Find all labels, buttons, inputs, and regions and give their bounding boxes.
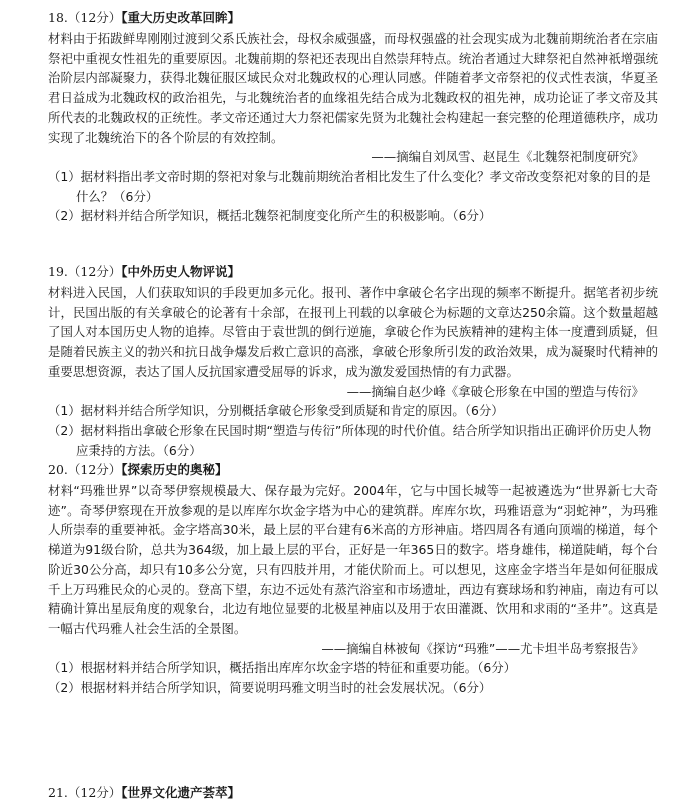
question-20-heading <box>48 462 658 478</box>
question-19-sub-2: （2）据材料指出拿破仑形象在民国时期“塑造与传衍”所体现的时代价值。结合所学知识指出正确评价历史人物应秉持的方法。（6分） <box>48 422 652 458</box>
question-19 <box>48 264 658 460</box>
question-19-sub-1: （1）据材料并结合所学知识，分别概括拿破仑形象受到质疑和肯定的原因。（6分） <box>48 403 504 419</box>
question-tag: 【世界文化遗产荟萃】 <box>121 785 241 800</box>
question-18-sub-1: （1）据材料指出孝文帝时期的祭祀对象与北魏前期统治者相比发生了什么变化？孝文帝改变祭祀对象的目的是什么？（6分） <box>48 168 651 204</box>
question-19-heading <box>48 264 658 280</box>
question-number: 21.（12分） <box>48 785 122 800</box>
question-tag: 【探索历史的奥秘】 <box>121 462 228 477</box>
question-20 <box>48 462 658 698</box>
question-20-sub-2: （2）根据材料并结合所学知识，简要说明玛雅文明当时的社会发展状况。（6分） <box>48 680 492 696</box>
question-18-material: 材料由于拓跋鲜卑刚刚过渡到父系氏族社会，母权余威强盛，而母权强盛的社会现实成为北魏前期统治者在宗庙祭祀中重视女性祖先的重要原因。北魏前期的祭祀还表现出自然崇拜特点。统治者通过大肆祭祀自然神祇增强统治阶层内部凝聚力，获得北魏征服区域民众对北魏政权的心理认同感。伴随着孝文帝祭祀的仪式性表演，华夏圣君日益成为北魏政权的政治祖先，与北魏统治者的血缘祖先结合成为北魏政权的祖先神，成功论证了孝文帝及其所代表的北魏政权的正统性。孝文帝还通过大力祭祀儒家先贤为北魏社会构建起一套完整的伦理道德秩序，成功实现了北魏统治下的各个阶层的有效控制。 <box>48 31 658 145</box>
question-18-sub-2: （2）据材料并结合所学知识，概括北魏祭祀制度变化所产生的积极影响。（6分） <box>48 208 492 224</box>
question-20-citation: ——摘编自林被甸《探访“玛雅”——尤卡坦半岛考察报告》 <box>321 640 644 656</box>
question-21-heading <box>48 785 658 801</box>
question-21 <box>48 785 658 801</box>
question-20-sub-1: （1）根据材料并结合所学知识，概括指出库库尔坎金字塔的特征和重要功能。（6分） <box>48 660 517 676</box>
question-number: 19.（12分） <box>48 264 122 279</box>
question-tag: 【中外历史人物评说】 <box>121 264 241 279</box>
question-20-material: 材料“玛雅世界”以奇琴伊察规模最大、保存最为完好。2004年，它与中国长城等一起被遴选为“世界新七大奇迹”。奇琴伊察现在开放参观的是以库库尔坎金字塔为中心的建筑群。库库尔坎，玛雅语意为“羽蛇神”，为玛雅人所崇奉的重要神祇。金字塔高30米，最上层的平台建有6米高的方形神庙。塔四周各有通向顶端的梯道，每个梯道为91级台阶，总共为364级，加上最上层的平台，正好是一年365日的数字。塔身雄伟，梯道陡峭，每个台阶近30公分高，却只有10多公分宽，只有四肢并用，才能伏阶而上。可以想见，这座金字塔当年是如何征服成千上万玛雅民众的心灵的。登高下望，东边不远处有蒸汽浴室和市场遗址，西边有赛球场和豹神庙，南边有可以精确计算出星辰角度的观象台，北边有地位显要的北极星神庙以及用于农田灌溉、饮用和求雨的“圣井”。这真是一幅古代玛雅人社会生活的全景图。 <box>48 483 658 636</box>
question-18-citation: ——摘编自刘凤雪、赵昆生《北魏祭祀制度研究》 <box>371 149 644 165</box>
question-tag: 【重大历史改革回眸】 <box>121 10 241 25</box>
question-number: 18.（12分） <box>48 10 122 25</box>
question-18-heading <box>48 10 658 26</box>
question-number: 20.（12分） <box>48 462 122 477</box>
question-19-citation: ——摘编自赵少峰《拿破仑形象在中国的塑造与传衍》 <box>346 383 644 399</box>
question-19-material: 材料进入民国，人们获取知识的手段更加多元化。报刊、著作中拿破仑名字出现的频率不断提升。据笔者初步统计，民国出版的有关拿破仑的论著有十余部，在报刊上刊载的以拿破仑为标题的文章达250余篇。这个数量超越了国人对本国历史人物的追捧。尽管由于袁世凯的倒行逆施，拿破仑作为民族精神的建构主体一度遭到质疑，但是随着民族主义的勃兴和抗日战争爆发后救亡意识的高涨，拿破仑形象所引发的政治效果，成为凝聚时代精神的重要思想资源，表达了国人反抗国家遭受屈辱的诉求，成为激发爱国热情的有力武器。 <box>48 285 658 379</box>
question-18 <box>48 10 658 226</box>
